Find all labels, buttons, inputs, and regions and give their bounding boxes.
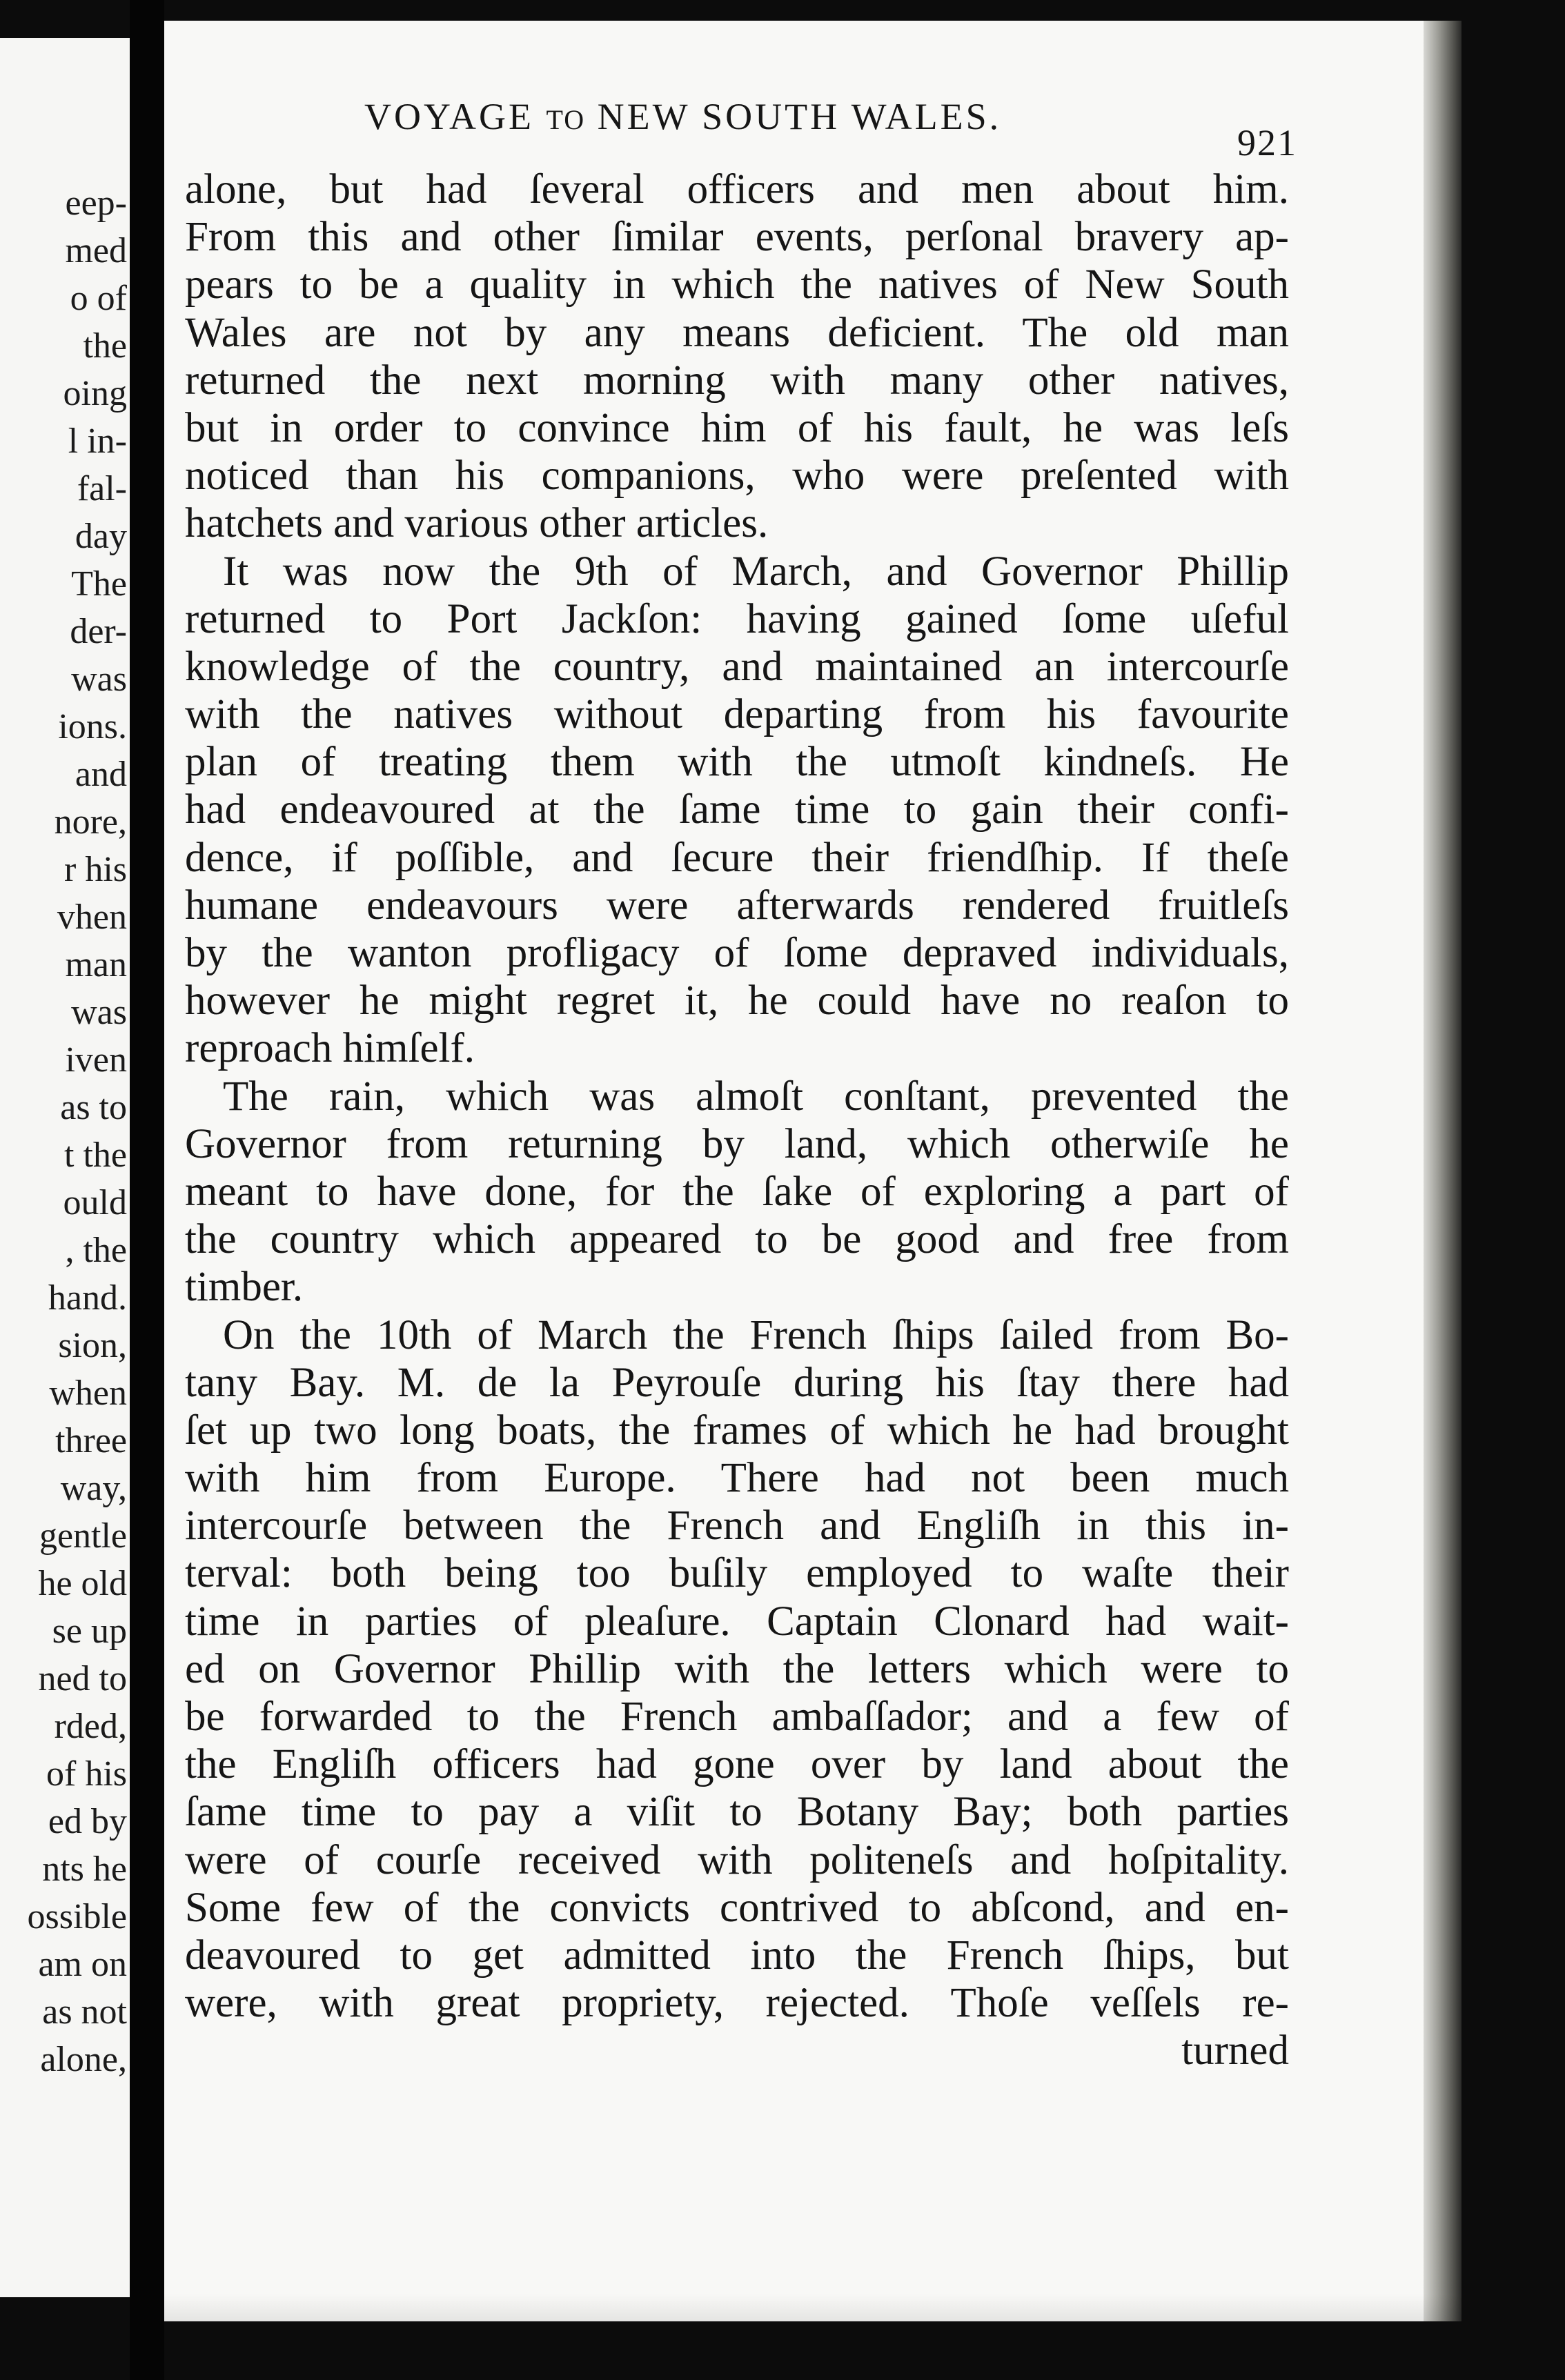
text-line: On the 10th of March the French ſhips ſailed from Bo-	[223, 1311, 1289, 1358]
text-line: The rain, which was almoſt conſtant, prevented the	[223, 1073, 1289, 1120]
previous-page-line-end: the	[83, 326, 127, 366]
book-page	[164, 21, 1461, 2321]
previous-page-line-end: ould	[63, 1183, 127, 1222]
previous-page-line-end: nore,	[54, 802, 127, 842]
text-line: the Engliſh officers had gone over by land about the	[185, 1741, 1289, 1788]
previous-page-line-end: t the	[64, 1136, 127, 1175]
text-line: time in parties of pleaſure. Captain Clonard had wait-	[185, 1598, 1289, 1645]
text-line: the country which appeared to be good and free from	[185, 1216, 1289, 1263]
previous-page-line-end: and	[75, 755, 127, 794]
text-line: It was now the 9th of March, and Governor Phillip	[223, 548, 1289, 595]
previous-page-line-end: vhen	[57, 898, 127, 937]
book-gutter	[130, 0, 164, 2380]
text-line: returned to Port Jackſon: having gained ſome uſeful	[185, 595, 1289, 642]
text-line: returned the next morning with many other natives,	[185, 357, 1289, 404]
text-line: by the wanton profligacy of ſome depraved individuals,	[185, 930, 1289, 976]
text-line: but in order to convince him of his fault, he was leſs	[185, 404, 1289, 451]
previous-page-line-end: o of	[70, 279, 127, 318]
previous-page-line-end: ed by	[48, 1802, 127, 1841]
text-line: Some few of the convicts contrived to abſcond, and en-	[185, 1884, 1289, 1931]
text-line: dence, if poſſible, and ſecure their friendſhip. If theſe	[185, 834, 1289, 881]
page-body-text	[185, 166, 1289, 2075]
text-line: intercourſe between the French and Engliſh in this in-	[185, 1503, 1289, 1549]
text-line: deavoured to get admitted into the French ſhips, but	[185, 1932, 1289, 1979]
text-line: were, with great propriety, rejected. Thoſe veſſels re-	[185, 1980, 1289, 2027]
previous-page-line-end: , the	[65, 1231, 127, 1270]
text-line: Wales are not by any means deficient. The old man	[185, 309, 1289, 356]
previous-page-line-end: ned to	[38, 1659, 127, 1698]
previous-page-line-end: hand.	[48, 1278, 127, 1318]
text-line: hatchets and various other articles.	[185, 500, 769, 547]
running-head-voyage: VOYAGE	[364, 96, 534, 137]
text-line: noticed than his companions, who were preſented with	[185, 453, 1289, 499]
text-line: plan of treating them with the utmoſt kindneſs. He	[185, 739, 1289, 786]
previous-page-line-ends	[28, 179, 127, 2083]
previous-page-line-end: of his	[46, 1754, 127, 1794]
running-head-to: TO	[546, 104, 586, 135]
previous-page-line-end: oing	[63, 374, 127, 413]
previous-page-line-end: rded,	[54, 1707, 127, 1746]
previous-page-line-end: man	[65, 945, 127, 984]
previous-page-line-end: way,	[60, 1469, 127, 1508]
previous-page-line-end: med	[65, 231, 127, 270]
running-head-place: NEW SOUTH WALES.	[597, 96, 1002, 137]
previous-page-line-end: as not	[42, 1992, 127, 2032]
previous-page-line-end: eep-	[65, 184, 127, 223]
previous-page-fragment	[0, 38, 130, 2297]
text-line: be forwarded to the French ambaſſador; and a few of	[185, 1694, 1289, 1740]
text-line: alone, but had ſeveral officers and men about him.	[185, 166, 1289, 212]
text-line: terval: both being too buſily employed to waſte their	[185, 1550, 1289, 1597]
text-line: Governor from returning by land, which otherwiſe he	[185, 1120, 1289, 1167]
text-line: knowledge of the country, and maintained an intercourſe	[185, 643, 1289, 690]
previous-page-line-end: when	[49, 1374, 127, 1413]
text-line: pears to be a quality in which the natives of New South	[185, 261, 1289, 308]
previous-page-line-end: ossible	[27, 1897, 127, 1936]
text-line: tany Bay. M. de la Peyrouſe during his ſtay there had	[185, 1359, 1289, 1406]
text-line: ed on Governor Phillip with the letters which were to	[185, 1645, 1289, 1692]
text-line: with the natives without departing from his favourite	[185, 691, 1289, 738]
previous-page-line-end: day	[75, 517, 127, 556]
text-line: humane endeavours were afterwards rendered fruitleſs	[185, 882, 1289, 929]
text-line: however he might regret it, he could have no reaſon to	[185, 978, 1289, 1024]
previous-page-line-end: nts he	[42, 1850, 127, 1889]
previous-page-line-end: sion,	[58, 1326, 127, 1365]
text-line: From this and other ſimilar events, perſonal bravery ap-	[185, 214, 1289, 261]
previous-page-line-end: was	[71, 660, 127, 699]
previous-page-line-end: was	[71, 993, 127, 1032]
catchword: turned	[1181, 2027, 1289, 2074]
running-head	[364, 95, 1261, 138]
text-line: were of courſe received with politeneſs and hoſpitality.	[185, 1836, 1289, 1883]
previous-page-line-end: alone,	[40, 2040, 127, 2079]
previous-page-line-end: gentle	[39, 1516, 127, 1556]
previous-page-line-end: iven	[65, 1040, 127, 1080]
text-line: ſet up two long boats, the frames of which he had brought	[185, 1407, 1289, 1454]
previous-page-line-end: am on	[38, 1945, 127, 1984]
previous-page-line-end: The	[71, 564, 127, 604]
text-line: ſame time to pay a viſit to Botany Bay; both parties	[185, 1789, 1289, 1836]
previous-page-line-end: l in-	[68, 422, 127, 461]
page-number: 921	[1237, 122, 1297, 163]
text-line: had endeavoured at the ſame time to gain their confi-	[185, 786, 1289, 833]
previous-page-line-end: der-	[70, 612, 127, 651]
previous-page-line-end: se up	[52, 1612, 127, 1651]
previous-page-line-end: he old	[38, 1564, 127, 1603]
previous-page-line-end: three	[55, 1421, 127, 1460]
text-line: timber.	[185, 1264, 304, 1311]
page-bottom-shade	[164, 2294, 1461, 2321]
previous-page-line-end: as to	[60, 1088, 127, 1127]
text-line: meant to have done, for the ſake of exploring a part of	[185, 1168, 1289, 1215]
page-edge-shadow	[1424, 21, 1461, 2321]
previous-page-line-end: r his	[64, 850, 127, 889]
text-line: reproach himſelf.	[185, 1025, 475, 1072]
text-line: with him from Europe. There had not been much	[185, 1455, 1289, 1502]
previous-page-line-end: ions.	[58, 707, 127, 746]
previous-page-line-end: fal-	[77, 469, 127, 508]
